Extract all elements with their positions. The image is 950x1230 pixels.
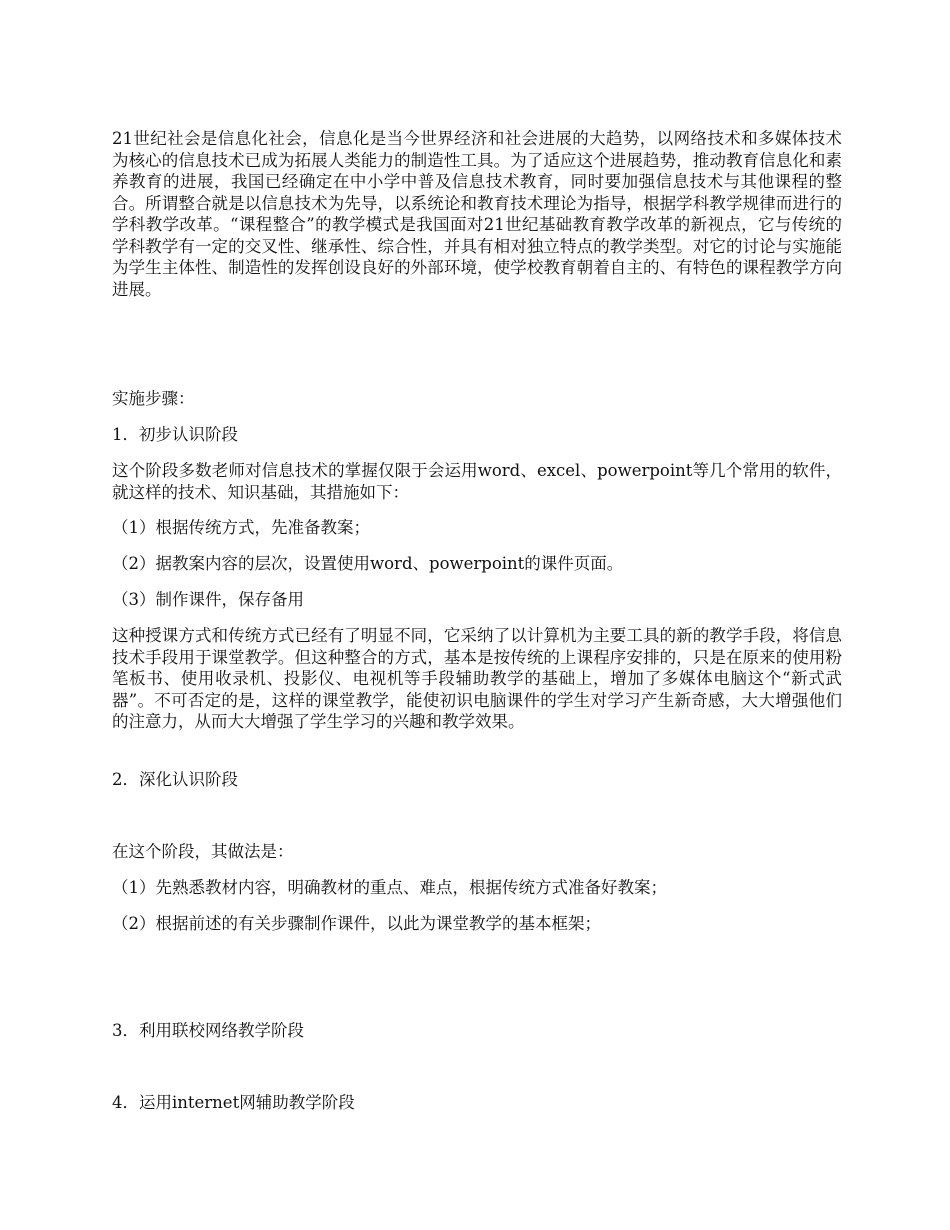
step2-description: 在这个阶段，其做法是：	[112, 842, 294, 861]
step1-item-1: （1）根据传统方式，先准备教案；	[112, 518, 370, 537]
intro-paragraph: 21世纪社会是信息化社会，信息化是当今世界经济和社会进展的大趋势，以网络技术和多媒体技术为核心的信息技术已成为拓展人类能力的制造性工具。为了适应这个进展趋势，推动教育信息化和素养教育的进展，我国已经确定在中小学中普及信息技术教育，同时要加强信息技术与其他课程的整合。所谓整合就是以信息技术为先导，以系统论和教育技术理论为指导，根据学科教学规律而进行的学科教学改革。“课程整合”的教学模式是我国面对21世纪基础教育教学改革的新视点，它与传统的学科教学有一定的交叉性、继承性、综合性，并具有相对独立特点的教学类型。对它的讨论与实施能为学生主体性、制造性的发挥创设良好的外部环境，使学校教育朝着自主的、有特色的课程教学方向进展。	[112, 129, 842, 299]
steps-heading: 实施步骤：	[112, 389, 195, 408]
step1-summary: 这种授课方式和传统方式已经有了明显不同，它采纳了以计算机为主要工具的新的教学手段，将信息技术手段用于课堂教学。但这种整合的方式，基本是按传统的上课程序安排的，只是在原来的使用粉笔板书、使用收录机、投影仪、电视机等手段辅助教学的基础上，增加了多媒体电脑这个“新式武器”。不可否定的是，这样的课堂教学，能使初识电脑课件的学生对学习产生新奇感，大大增强他们的注意力，从而大大增强了学生学习的兴趣和教学效果。	[112, 626, 842, 731]
step1-item-3: （3）制作课件，保存备用	[112, 590, 304, 609]
step1-title: 1．初步认识阶段	[112, 425, 238, 444]
step4-title: 4．运用internet网辅助教学阶段	[112, 1093, 355, 1112]
step3-title: 3．利用联校网络教学阶段	[112, 1021, 304, 1040]
step2-item-2: （2）根据前述的有关步骤制作课件，以此为课堂教学的基本框架；	[112, 914, 601, 933]
step1-description: 这个阶段多数老师对信息技术的掌握仅限于会运用word、excel、powerpoint等几个常用的软件，就这样的技术、知识基础，其措施如下：	[112, 461, 842, 502]
step1-item-2: （2）据教案内容的层次，设置使用word、powerpoint的课件页面。	[112, 554, 624, 573]
step2-title: 2．深化认识阶段	[112, 770, 238, 789]
step2-item-1: （1）先熟悉教材内容，明确教材的重点、难点，根据传统方式准备好教案；	[112, 878, 667, 897]
